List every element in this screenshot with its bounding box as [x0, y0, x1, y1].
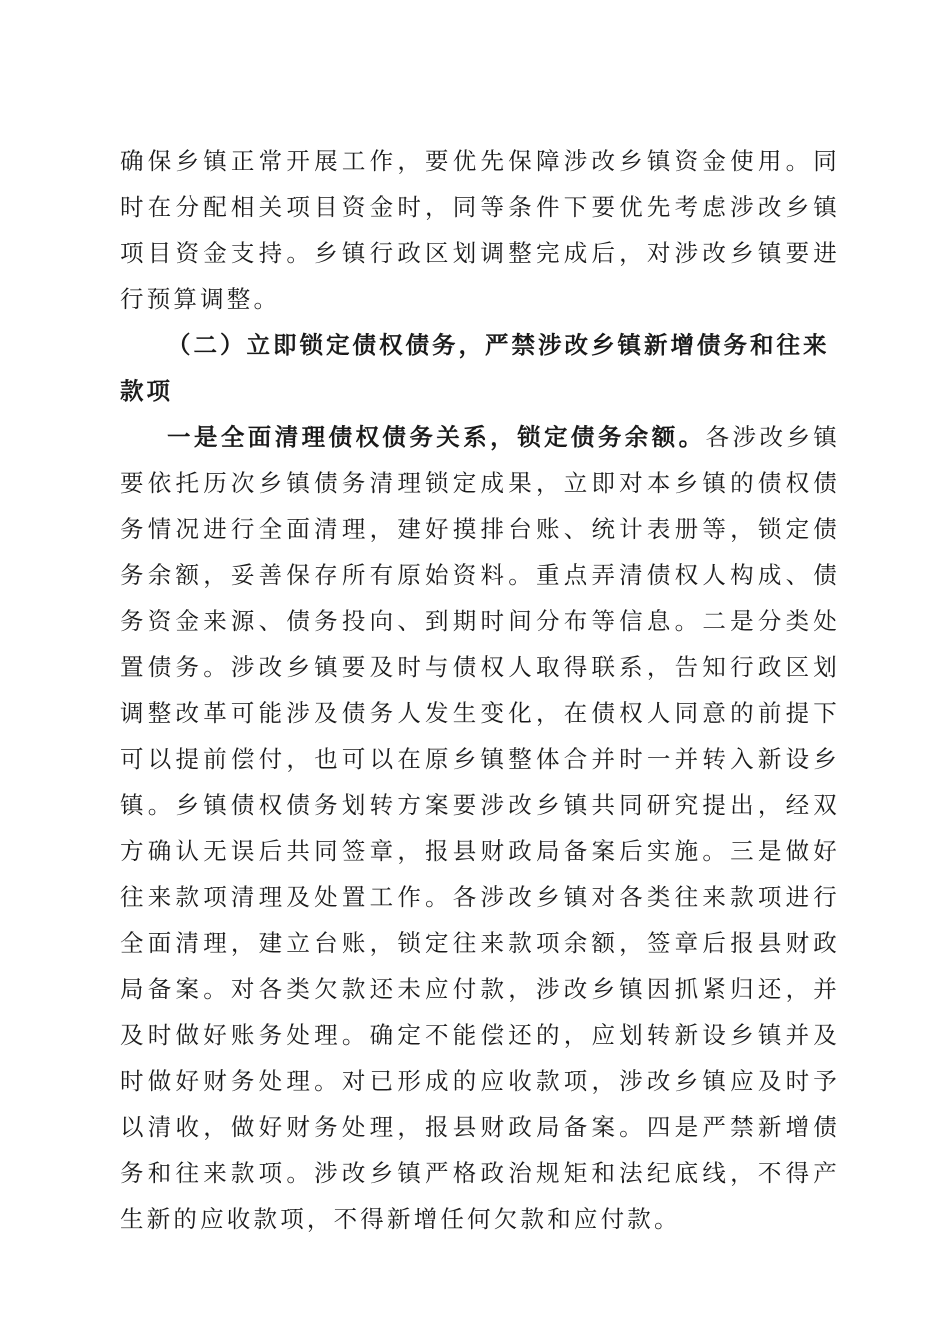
section-heading-2: （二）立即锁定债权债务，严禁涉改乡镇新增债务和往来款项 [120, 331, 830, 405]
paragraph-lead-sentence: 一是全面清理债权债务关系，锁定债务余额。 [167, 423, 706, 451]
paragraph-budget-continuation: 确保乡镇正常开展工作，要优先保障涉改乡镇资金使用。同时在分配相关项目资金时，同等条件下要优先考虑涉改乡镇项目资金支持。乡镇行政区划调整完成后，对涉改乡镇要进行预算调整。 [120, 147, 840, 313]
document-body [120, 138, 840, 1242]
paragraph-body-text: 各涉改乡镇要依托历次乡镇债务清理锁定成果，立即对本乡镇的债权债务情况进行全面清理，建好摸排台账、统计表册等，锁定债务余额，妥善保存所有原始资料。重点弄清债权人构成、债务资金来源、债务投向、到期时间分布等信息。二是分类处置债务。涉改乡镇要及时与债权人取得联系，告知行政区划调整改革可能涉及债务人发生变化，在债权人同意的前提下可以提前偿付，也可以在原乡镇整体合并时一并转入新设乡镇。乡镇债权债务划转方案要涉改乡镇共同研究提出，经双方确认无误后共同签章，报县财政局备案后实施。三是做好往来款项清理及处置工作。各涉改乡镇对各类往来款项进行全面清理，建立台账，锁定往来款项余额，签章后报县财政局备案。对各类欠款还未应付款，涉改乡镇因抓紧归还，并及时做好账务处理。确定不能偿还的，应划转新设乡镇并及时做好财务处理。对已形成的应收款项，涉改乡镇应及时予以清收，做好财务处理，报县财政局备案。四是严禁新增债务和往来款项。涉改乡镇严格政治规矩和法纪底线，不得产生新的应收款项，不得新增任何欠款和应付款。 [120, 423, 841, 1233]
paragraph-debt-clearance [120, 414, 840, 1242]
